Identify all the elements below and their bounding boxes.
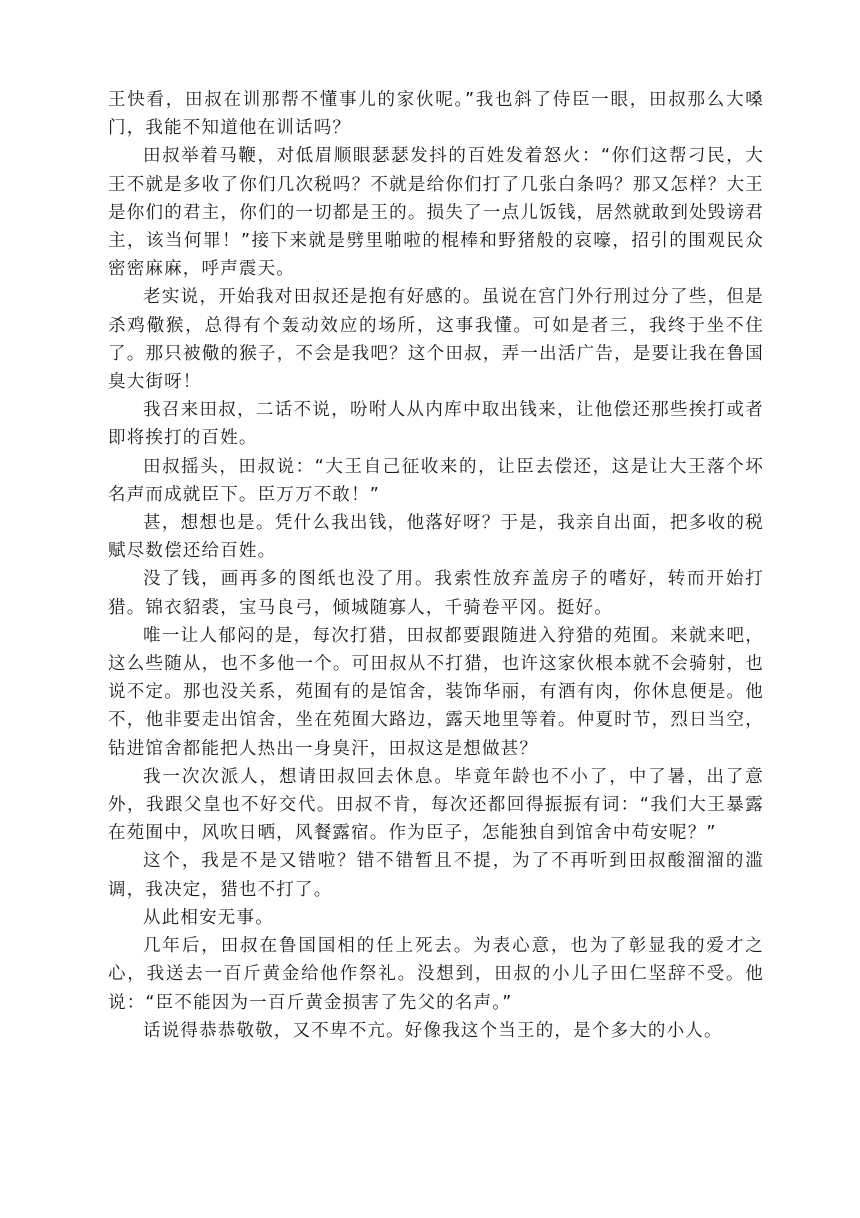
paragraph-3: 老实说，开始我对田叔还是抱有好感的。虽说在宫门外行刑过分了些，但是杀鸡儆猴，总得有个轰动效应的场所，这事我懂。可如是者三，我终于坐不住了。那只被儆的猴子，不会是我吧？这个田叔，弄一出活广告，是要让我在鲁国臭大街呀！ [108, 287, 764, 393]
paragraph-4: 我召来田叔，二话不说，吩咐人从内库中取出钱来，让他偿还那些挨打或者即将挨打的百姓。 [108, 400, 764, 449]
paragraph-8: 唯一让人郁闷的是，每次打猎，田叔都要跟随进入狩猎的苑囿。来就来吧，这么些随从，也不多他一个。可田叔从不打猎，也许这家伙根本就不会骑射，也说不定。那也没关系，苑囿有的是馆舍，装饰华丽，有酒有肉，你休息便是。他不，他非要走出馆舍，坐在苑囿大路边，露天地里等着。仲夏时节，烈日当空，钻进馆舍都能把人热出一身臭汗，田叔这是想做甚？ [108, 625, 764, 759]
paragraph-11: 从此相安无事。 [143, 907, 274, 928]
paragraph-5: 田叔摇头，田叔说：“大王自己征收来的，让臣去偿还，这是让大王落个坏名声而成就臣下。臣万万不敢！” [108, 456, 764, 505]
paragraph-12: 几年后，田叔在鲁国国相的任上死去。为表心意，也为了彰显我的爱才之心，我送去一百斤黄金给他作祭礼。没想到，田叔的小儿子田仁坚辞不受。他说：“臣不能因为一百斤黄金损害了先父的名声。” [108, 936, 764, 1013]
paragraph-2: 田叔举着马鞭，对低眉顺眼瑟瑟发抖的百姓发着怒火：“你们这帮刁民，大王不就是多收了你们几次税吗？不就是给你们打了几张白条吗？那又怎样？大王是你们的君主，你们的一切都是王的。损失了一点儿饭钱，居然就敢到处毁谤君主，该当何罪！”接下来就是劈里啪啦的棍棒和野猪般的哀嚎，招引的围观民众密密麻麻，呼声震天。 [108, 146, 764, 280]
paragraph-10: 这个，我是不是又错啦？错不错暂且不提，为了不再听到田叔酸溜溜的滥调，我决定，猎也不打了。 [108, 851, 764, 900]
paragraph-7: 没了钱，画再多的图纸也没了用。我索性放弃盖房子的嗜好，转而开始打猎。锦衣貂裘，宝马良弓，倾城随寡人，千骑卷平冈。挺好。 [108, 569, 764, 618]
paragraph-1: 王快看，田叔在训那帮不懂事儿的家伙呢。”我也斜了侍臣一眼，田叔那么大嗓门，我能不知道他在训话吗？ [108, 90, 764, 139]
paragraph-6: 甚，想想也是。凭什么我出钱，他落好呀？于是，我亲自出面，把多收的税赋尽数偿还给百姓。 [108, 513, 764, 562]
article-body [108, 86, 764, 1045]
paragraph-9: 我一次次派人，想请田叔回去休息。毕竟年龄也不小了，中了暑，出了意外，我跟父皇也不好交代。田叔不肯，每次还都回得振振有词：“我们大王暴露在苑囿中，风吹日晒，风餐露宿。作为臣子，怎能独自到馆舍中苟安呢？” [108, 766, 764, 844]
paragraph-13: 话说得恭恭敬敬，又不卑不亢。好像我这个当王的，是个多大的小人。 [143, 1020, 723, 1041]
